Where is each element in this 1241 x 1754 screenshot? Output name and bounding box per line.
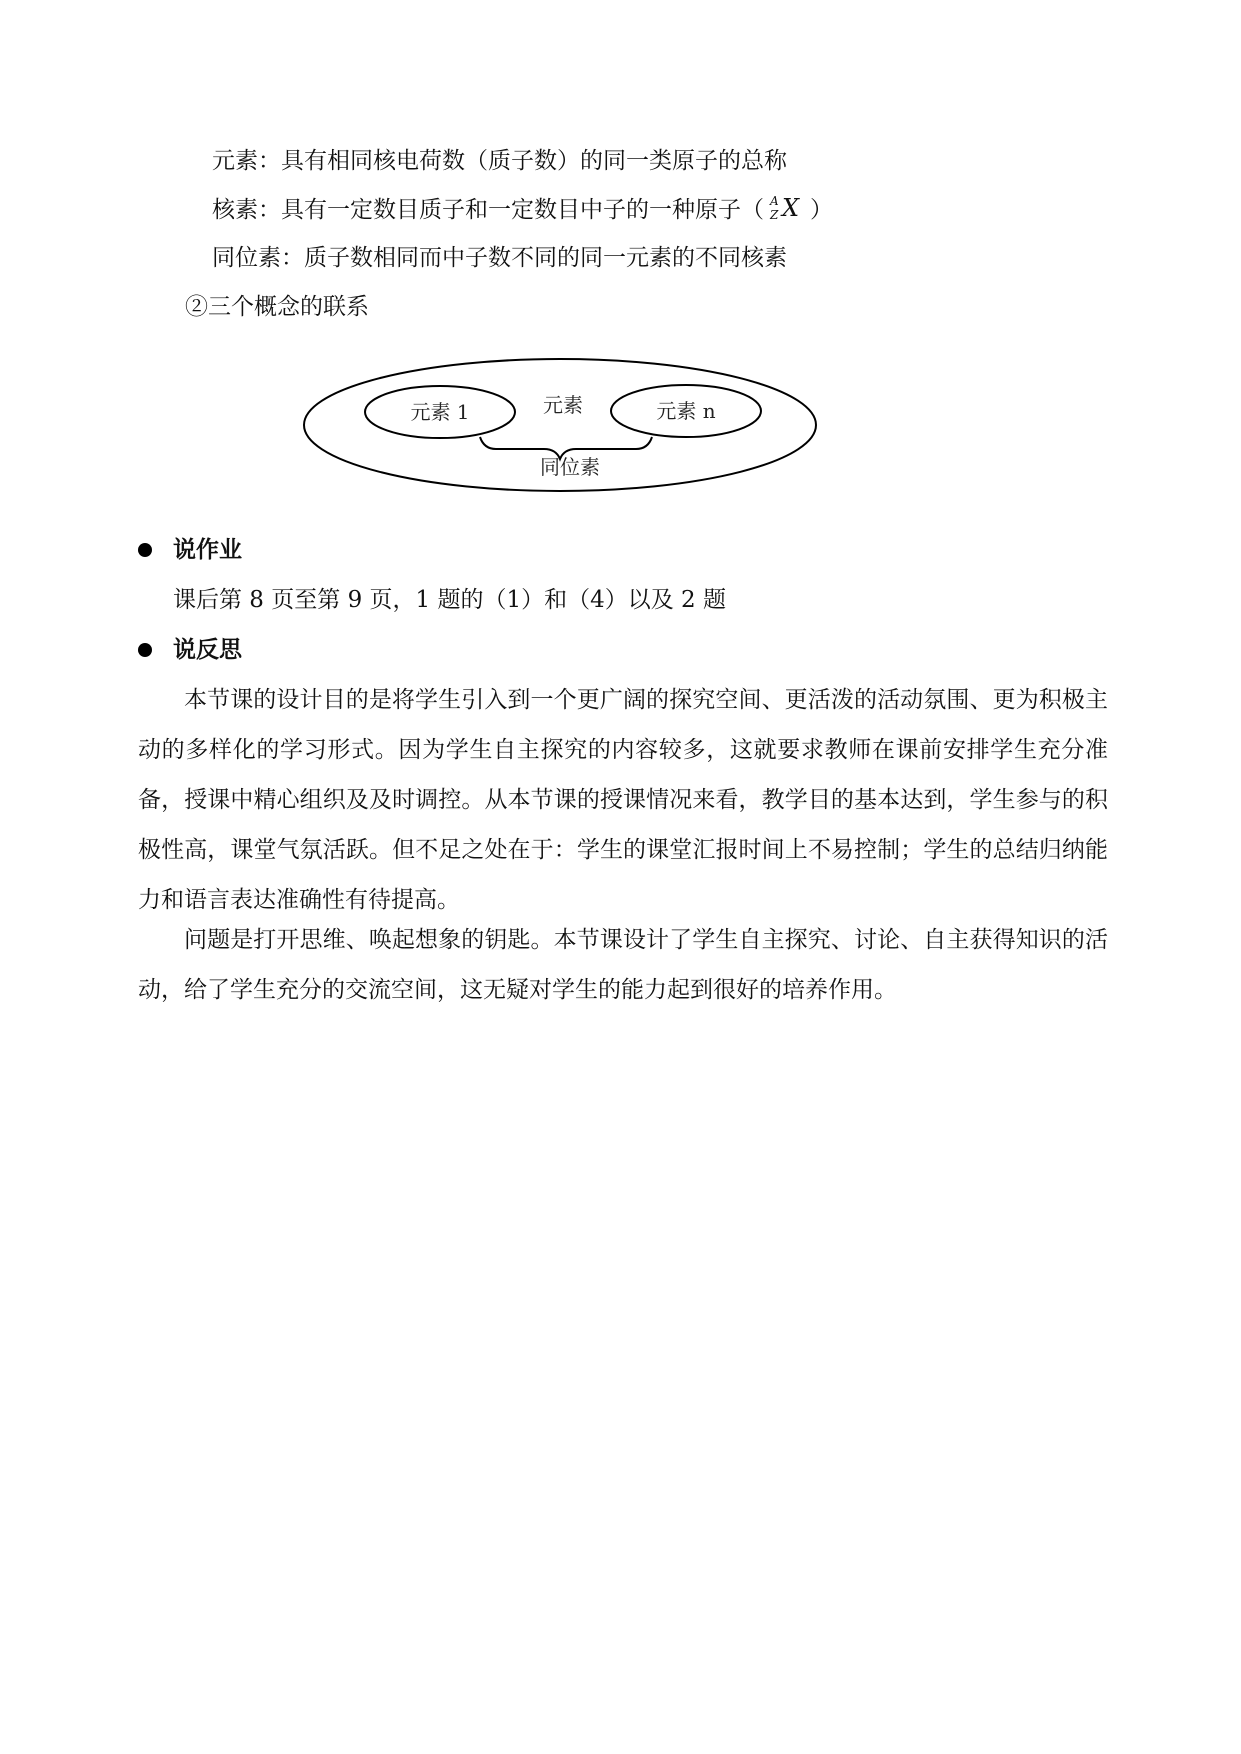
mass-number: A bbox=[770, 194, 779, 208]
concept-relation-diagram bbox=[300, 355, 820, 495]
definition-isotope: 同位素：质子数相同而中子数不同的同一元素的不同核素 bbox=[212, 245, 787, 271]
reflection-paragraph-2: 问题是打开思维、唤起想象的钥匙。本节课设计了学生自主探究、讨论、自主获得知识的活动，给了学生充分的交流空间，这无疑对学生的能力起到很好的培养作用。 bbox=[138, 927, 1108, 1003]
element-symbol: X bbox=[782, 194, 800, 222]
reflection-heading: 说反思 bbox=[173, 637, 242, 663]
relation-heading: ②三个概念的联系 bbox=[185, 294, 369, 320]
atomic-number: Z bbox=[770, 208, 779, 222]
definition-nuclide bbox=[212, 193, 833, 225]
homework-heading: 说作业 bbox=[173, 537, 242, 563]
outer-label: 元素 bbox=[543, 393, 583, 417]
bullet-icon bbox=[138, 643, 152, 657]
brace-label: 同位素 bbox=[540, 455, 600, 479]
definition-element: 元素：具有相同核电荷数（质子数）的同一类原子的总称 bbox=[212, 148, 787, 174]
bullet-icon bbox=[138, 543, 152, 557]
nuclide-symbol bbox=[764, 193, 810, 223]
homework-text: 课后第 8 页至第 9 页，1 题的（1）和（4）以及 2 题 bbox=[173, 587, 726, 613]
right-label: 元素 n bbox=[656, 399, 716, 423]
definition-nuclide-text: 核素：具有一定数目质子和一定数目中子的一种原子（ bbox=[212, 197, 764, 223]
definition-nuclide-close: ） bbox=[810, 197, 833, 223]
left-label: 元素 1 bbox=[410, 400, 470, 424]
reflection-paragraph-1: 本节课的设计目的是将学生引入到一个更广阔的探究空间、更活泼的活动氛围、更为积极主动的多样化的学习形式。因为学生自主探究的内容较多，这就要求教师在课前安排学生充分准备，授课中精心组织及及时调控。从本节课的授课情况来看，教学目的基本达到，学生参与的积极性高，课堂气氛活跃。但不足之处在于：学生的课堂汇报时间上不易控制；学生的总结归纳能力和语言表达准确性有待提高。 bbox=[138, 687, 1108, 913]
